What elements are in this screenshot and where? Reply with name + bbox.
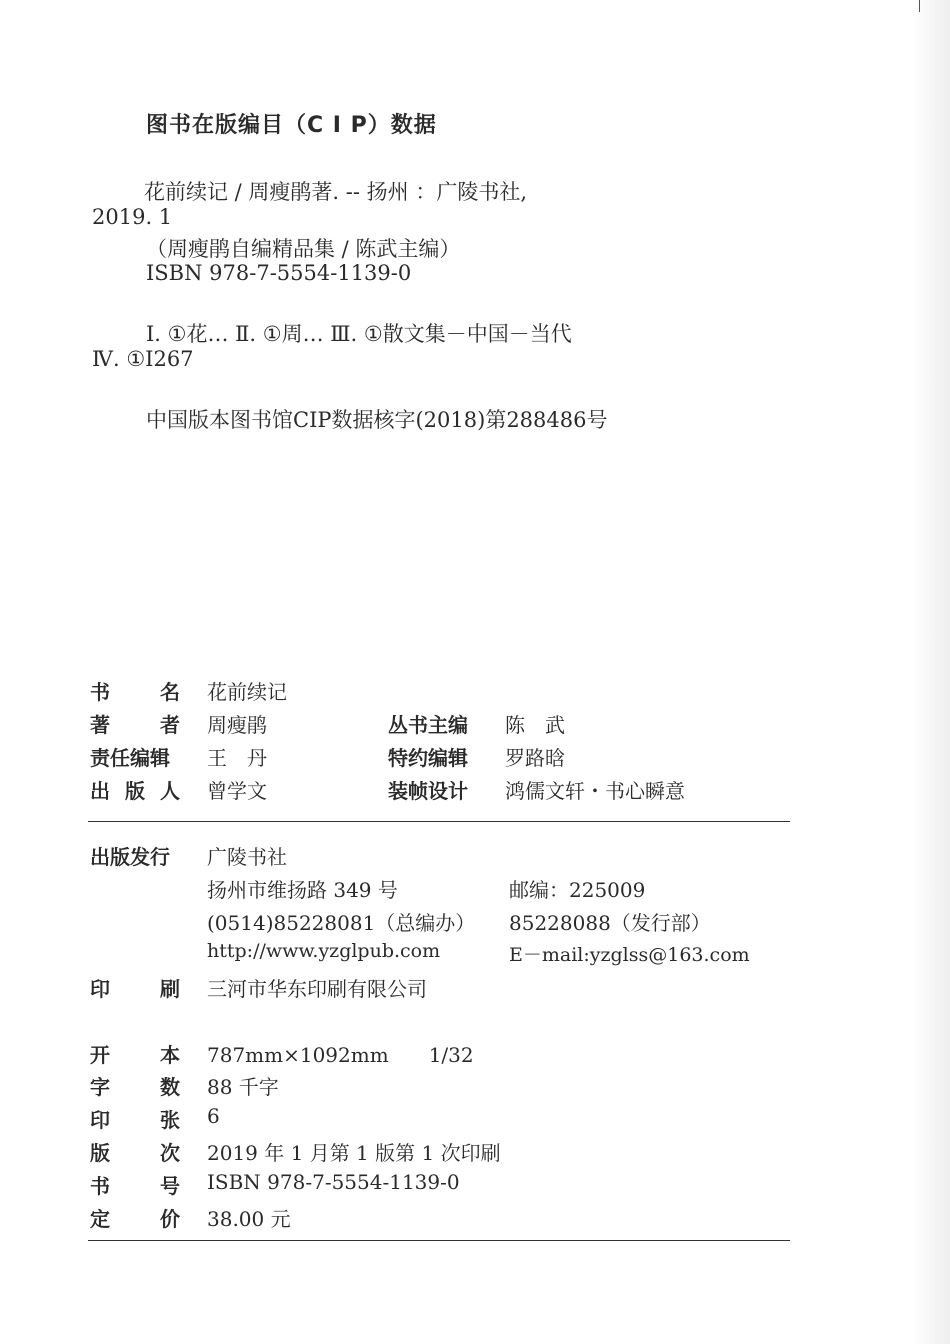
label-words: 字 数 [90, 1075, 180, 1099]
label-format: 开 本 [90, 1043, 180, 1067]
cip-line-year: 2019. 1 [92, 205, 173, 229]
label-edition: 版 次 [90, 1141, 180, 1165]
crop-mark [919, 0, 920, 12]
value-website: http://www.yzglpub.com [207, 940, 441, 962]
label-publisher-person: 出 版 人 [90, 779, 180, 803]
cip-title: 图书在版编目（C I P）数据 [146, 113, 437, 138]
value-postcode: 邮编：225009 [509, 878, 646, 902]
cip-line-classification: Ⅰ. ①花… Ⅱ. ①周… Ⅲ. ①散文集－中国－当代 [146, 322, 572, 346]
label-editor: 责任编辑 [90, 746, 170, 770]
value-author: 周瘦鹃 [207, 713, 267, 737]
value-edition: 2019 年 1 月第 1 版第 1 次印刷 [207, 1141, 501, 1165]
cip-line-record-number: 中国版本图书馆CIP数据核字(2018)第288486号 [146, 408, 608, 432]
cip-line-clc: Ⅳ. ①I267 [92, 347, 194, 371]
label-printer: 印 刷 [90, 977, 180, 1001]
value-phone-sales: 85228088（发行部） [509, 911, 711, 935]
label-isbn: 书 号 [90, 1174, 180, 1198]
value-address: 扬州市维扬路 349 号 [207, 878, 398, 902]
value-words: 88 千字 [207, 1075, 279, 1099]
cip-line-title-author: 花前续记 / 周瘦鹃著. -- 扬州 ：广陵书社, [144, 180, 527, 204]
label-price: 定 价 [90, 1207, 180, 1231]
value-design: 鸿儒文轩・书心瞬意 [505, 779, 685, 803]
value-publisher: 广陵书社 [207, 845, 287, 869]
cip-line-series: （周瘦鹃自编精品集 / 陈武主编） [146, 237, 461, 261]
value-email: E－mail:yzglss@163.com [509, 944, 750, 966]
value-series-editor: 陈 武 [505, 713, 565, 737]
cip-line-isbn: ISBN 978-7-5554-1139-0 [146, 261, 412, 285]
label-author: 著 者 [90, 713, 180, 737]
value-format: 787mm×1092mm 1/32 [207, 1043, 474, 1067]
value-editor: 王 丹 [207, 746, 267, 770]
value-book-name: 花前续记 [207, 680, 287, 704]
label-book-name: 书 名 [90, 680, 180, 704]
label-special-editor: 特约编辑 [388, 746, 468, 770]
value-printer: 三河市华东印刷有限公司 [207, 977, 427, 1001]
value-price: 38.00 元 [207, 1207, 291, 1231]
label-sheets: 印 张 [90, 1108, 180, 1132]
value-isbn: ISBN 978-7-5554-1139-0 [207, 1170, 460, 1194]
label-series-editor: 丛书主编 [388, 713, 468, 737]
label-publish: 出版发行 [90, 845, 170, 869]
value-phone-editorial: (0514)85228081（总编办） [207, 911, 476, 935]
divider-bottom [88, 1240, 790, 1241]
page-edge-shadow [912, 0, 950, 1344]
value-sheets: 6 [207, 1104, 220, 1128]
label-design: 装帧设计 [388, 779, 468, 803]
value-special-editor: 罗路晗 [505, 746, 565, 770]
value-publisher-person: 曾学文 [207, 779, 267, 803]
divider [88, 821, 790, 822]
